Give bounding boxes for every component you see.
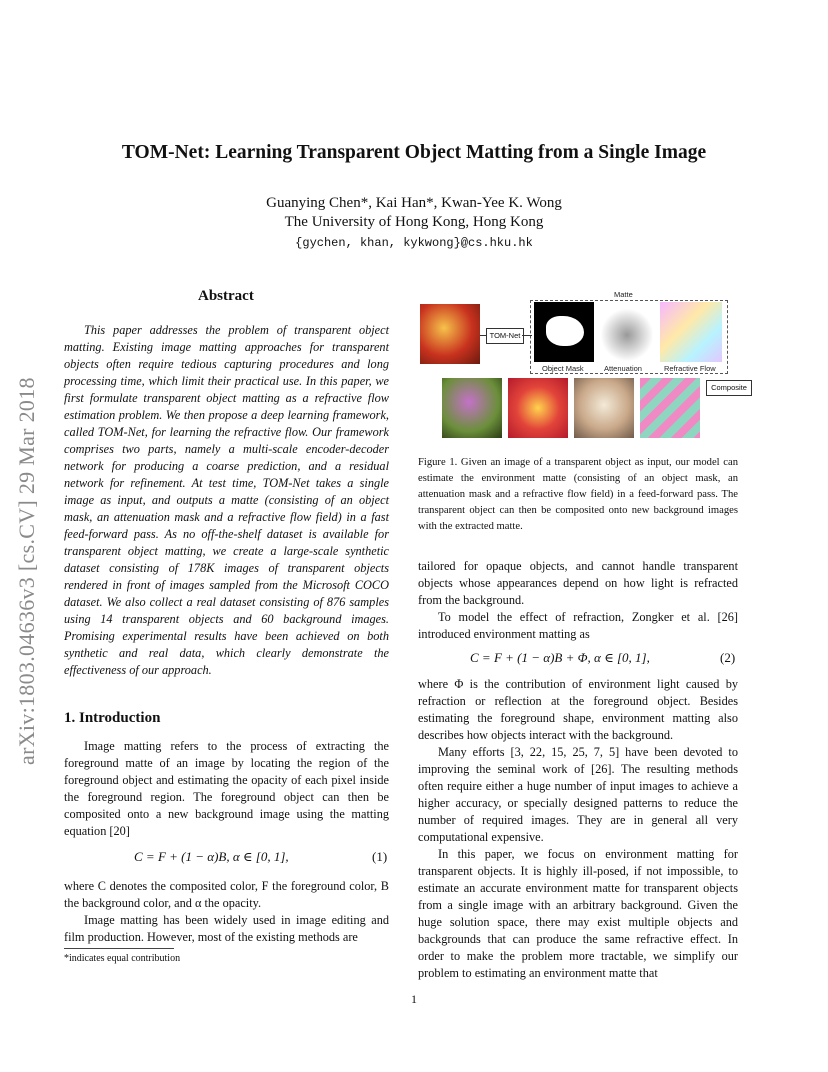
object-mask-image	[534, 302, 594, 362]
abstract-text: This paper addresses the problem of transparent object matting. Existing image matting approaches for transparent objects often require tedious capturing procedures and long processing time, which limit their practical use. In this paper, we first formulate transparent object matting as a refractive flow estimation problem. We then propose a deep learning framework, called TOM-Net, for learning the refractive flow. Our framework comprises two parts, namely a multi-scale encoder-decoder network for producing a coarse prediction, and a residual network for refinement. At test time, TOM-Net takes a single image as input, and outputs a matte (consisting of an object mask, an attenuation mask and a refractive flow field) in a fast feed-forward pass. As no off-the-shelf dataset is available for transparent object matting, we create a large-scale synthetic dataset consisting of 178K images of transparent objects rendered in front of images sampled from the Microsoft COCO dataset. We also collect a real dataset consisting of 876 samples using 14 transparent objects and 60 background images. Promising experimental results have been achieved on both synthetic and real data, which clearly demonstrate the effectiveness of our approach.	[64, 323, 389, 677]
object-mask-label: Object Mask	[542, 364, 584, 373]
figure-caption: Figure 1. Given an image of a transparent object as input, our model can estimate the environment matte (consisting of an object mask, an attenuation mask and a refractive flow field) in a feed-forward pass. The transparent object can then be composited onto new background images with the extracted matte.	[418, 457, 738, 532]
right-paragraph-1: tailored for opaque objects, and cannot handle transparent objects whose appearances depend on how light is refracted from the background. To model the effect of refraction, Zongker et al. [26] introduced environment matting as	[418, 559, 738, 641]
tom-net-box: TOM-Net	[486, 328, 524, 344]
page-number: 1	[411, 992, 417, 1006]
refractive-flow-label: Refractive Flow	[664, 364, 716, 373]
authors: Guanying Chen*, Kai Han*, Kwan-Yee K. Wong	[266, 195, 562, 211]
footnote: *indicates equal contribution	[64, 953, 181, 964]
right-paragraph-2: where Φ is the contribution of environment light caused by refraction or reflection at the foreground object. Besides estimating the foreground shape, environment matting also describes how objects interact with the background. Many efforts [3, 22, 15, 25, 7, 5] have been devoted to improving the seminal work of [26]. The resulting methods often require either a huge number of input images to achieve a higher accuracy, or specially designed patterns to reduce the number of required images. They are in general all very computational expensive. In this paper, we focus on environment matting for transparent objects. It is highly ill-posed, if not impossible, to estimate an accurate environment matte for transparent objects from a single image with an arbitrary background. Given the huge solution space, there may exist multiple objects and backgrounds that can produce the same refractive effect. In order to make the problem more tractable, we simplify our problem to estimating an environment matte that	[418, 677, 738, 980]
equation-1: C = F + (1 − α)B, α ∈ [0, 1],	[134, 849, 289, 864]
composite-image-2	[508, 378, 568, 438]
intro-heading: 1. Introduction	[64, 710, 161, 726]
equation-1-number: (1)	[372, 849, 388, 864]
figure-1	[418, 288, 753, 448]
matte-label: Matte	[614, 290, 633, 299]
arrow-line	[522, 335, 532, 336]
equation-2: C = F + (1 − α)B + Φ, α ∈ [0, 1],	[470, 650, 650, 665]
abstract-heading: Abstract	[198, 288, 254, 304]
attenuation-label: Attenuation	[604, 364, 642, 373]
refractive-flow-image	[660, 302, 722, 362]
composite-image-4	[640, 378, 700, 438]
footnote-rule	[64, 948, 174, 949]
intro-paragraph-2: where C denotes the composited color, F the foreground color, B the background color, and α the opacity. Image matting has been widely used in image editing and film production. However, most of the existing methods are	[64, 879, 389, 944]
email: {gychen, khan, kykwong}@cs.hku.hk	[295, 236, 533, 250]
affiliation: The University of Hong Kong, Hong Kong	[284, 214, 544, 230]
composite-image-3	[574, 378, 634, 438]
input-image	[420, 304, 480, 364]
arxiv-stamp: arXiv:1803.04636v3 [cs.CV] 29 Mar 2018	[14, 377, 39, 765]
equation-2-number: (2)	[720, 650, 736, 665]
attenuation-image	[598, 302, 656, 362]
intro-paragraph-1: Image matting refers to the process of extracting the foreground matte of an image by locating the region of the foreground object and estimating the opacity of each pixel inside the foreground region. The foreground object can then be composited onto a new background image using the matting equation [20]	[64, 739, 389, 838]
arrow-line	[480, 335, 486, 336]
paper-title: TOM-Net: Learning Transparent Object Matting from a Single Image	[121, 142, 707, 163]
composite-image-1	[442, 378, 502, 438]
composite-box: Composite	[706, 380, 752, 396]
